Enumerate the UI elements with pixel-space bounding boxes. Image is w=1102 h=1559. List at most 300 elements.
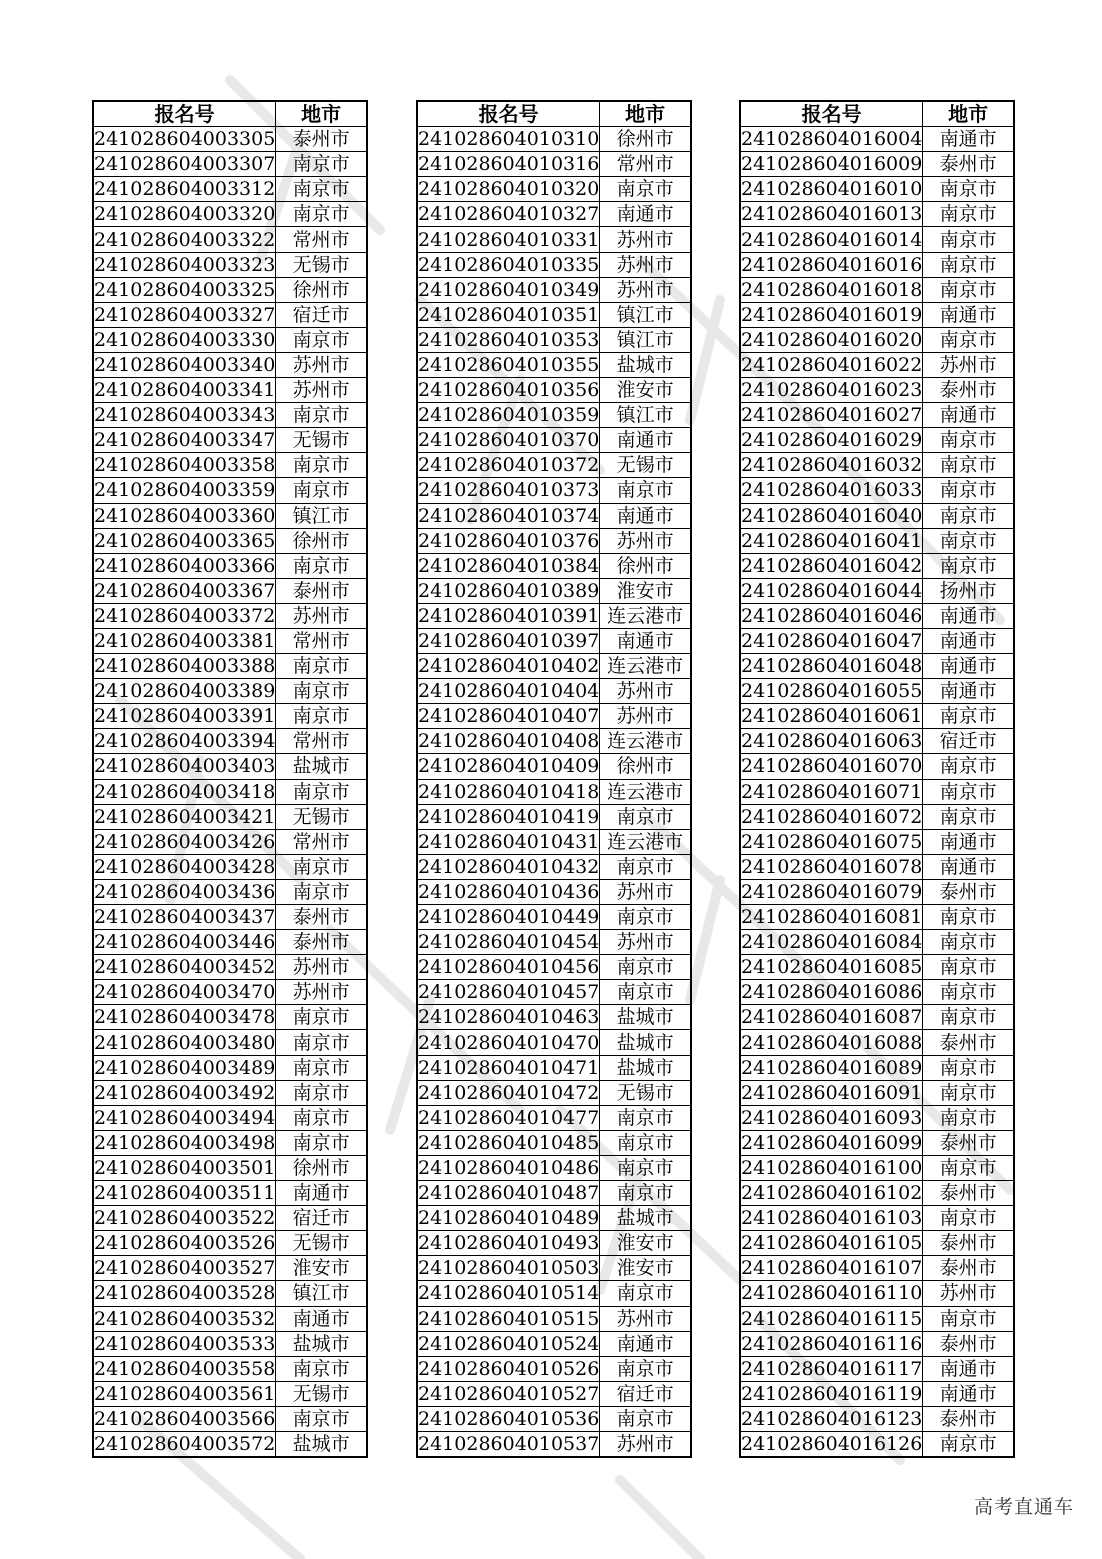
table-row [417,1381,691,1406]
registration-number-cell: 241028604016107 [741,1257,923,1280]
table-row [740,503,1014,528]
city-cell: 徐州市 [276,528,367,553]
registration-number-cell: 241028604010372 [418,454,600,477]
brand-label: 高考直通车 [973,1496,1074,1518]
table-row [740,1130,1014,1155]
registration-number-cell: 241028604003307 [94,153,276,176]
city-cell: 徐州市 [600,127,691,152]
table-row [93,955,367,980]
city-cell: 苏州市 [276,980,367,1005]
registration-number-cell: 241028604016103 [741,1207,923,1230]
registration-number-cell: 241028604016086 [741,981,923,1004]
registration-number-cell: 241028604010537 [417,1431,600,1457]
registration-number-cell: 241028604003366 [94,554,276,577]
table-row [740,277,1014,302]
table-row [417,1155,691,1180]
table-row [417,654,691,679]
table-row [417,1356,691,1381]
table-row [93,1155,367,1180]
registration-number-cell: 241028604016044 [741,579,923,602]
table-row [740,679,1014,704]
city-cell: 镇江市 [276,503,367,528]
city-cell: 宿迁市 [276,302,367,327]
city-cell: 南京市 [276,654,367,679]
registration-number-cell: 241028604003428 [94,855,276,878]
city-cell: 苏州市 [276,955,367,980]
table-row [93,654,367,679]
city-cell: 镇江市 [600,327,691,352]
table-row [93,403,367,428]
city-cell: 南通市 [923,127,1014,152]
registration-number-cell: 241028604010373 [418,479,600,502]
table-row [740,578,1014,603]
city-cell: 南京市 [923,428,1014,453]
city-cell: 南京市 [276,1356,367,1381]
registration-number-cell: 241028604003367 [94,579,276,602]
table-row [93,528,367,553]
registration-table-3 [739,100,1015,1458]
registration-number-cell: 241028604010355 [418,353,600,376]
registration-number-cell: 241028604016084 [741,931,923,954]
registration-number-cell: 241028604016119 [741,1382,923,1405]
registration-number-cell: 241028604016010 [741,178,923,201]
city-cell: 常州市 [276,227,367,252]
table-row [740,403,1014,428]
registration-number-cell: 241028604010419 [418,805,600,828]
city-cell: 徐州市 [276,1155,367,1180]
registration-number-cell: 241028604003341 [94,379,276,402]
table-row [93,704,367,729]
table-row [417,503,691,528]
table-row [740,980,1014,1005]
city-cell: 南京市 [600,177,691,202]
registration-number-cell: 241028604010524 [418,1332,600,1355]
city-cell: 盐城市 [600,1005,691,1030]
registration-number-cell: 241028604003325 [94,278,276,301]
table-row [740,378,1014,403]
registration-number-cell: 241028604010384 [418,554,600,577]
city-cell: 苏州市 [600,879,691,904]
table-row [417,403,691,428]
table-row [417,252,691,277]
table-row [93,1206,367,1231]
registration-number-cell: 241028604016046 [741,604,923,627]
registration-number-cell: 241028604010463 [418,1006,600,1029]
table-row [417,1306,691,1331]
registration-number-cell: 241028604003494 [94,1106,276,1129]
registration-number-cell: 241028604016116 [741,1332,923,1355]
city-cell: 南通市 [600,628,691,653]
table-row [740,1331,1014,1356]
registration-number-cell: 241028604010431 [418,830,600,853]
table-row [93,1306,367,1331]
table-row [417,1105,691,1130]
table-row [417,1231,691,1256]
table-row [740,478,1014,503]
city-cell: 南京市 [923,1306,1014,1331]
registration-number-cell: 241028604010402 [418,655,600,678]
city-cell: 南京市 [600,854,691,879]
registration-number-cell: 241028604016075 [741,830,923,853]
city-cell: 南京市 [276,403,367,428]
registration-number-cell: 241028604003558 [94,1357,276,1380]
city-cell: 南京市 [600,1281,691,1306]
table-row [417,829,691,854]
registration-number-cell: 241028604016091 [741,1081,923,1104]
header-city: 地市 [276,101,367,127]
table-row [417,1030,691,1055]
registration-number-cell: 241028604010391 [418,604,600,627]
table-row [740,528,1014,553]
city-cell: 常州市 [600,152,691,177]
city-cell: 苏州市 [600,930,691,955]
city-cell: 连云港市 [600,829,691,854]
table-row [417,779,691,804]
registration-number-cell: 241028604010408 [418,730,600,753]
registration-number-cell: 241028604003532 [94,1307,276,1330]
table-row [93,1231,367,1256]
city-cell: 南京市 [923,227,1014,252]
registration-number-cell: 241028604010436 [418,880,600,903]
city-cell: 南京市 [600,1130,691,1155]
registration-number-cell: 241028604016029 [741,429,923,452]
table-row [740,804,1014,829]
city-cell: 常州市 [276,829,367,854]
registration-table-1 [92,100,368,1458]
registration-number-cell: 241028604010370 [418,429,600,452]
registration-number-cell: 241028604003426 [94,830,276,853]
city-cell: 南京市 [923,327,1014,352]
registration-number-cell: 241028604010526 [418,1357,600,1380]
registration-table-2 [416,100,692,1458]
table-row [93,1406,367,1431]
city-cell: 淮安市 [600,378,691,403]
city-cell: 泰州市 [923,378,1014,403]
city-cell: 连云港市 [600,654,691,679]
table-row [740,1231,1014,1256]
city-cell: 无锡市 [276,804,367,829]
registration-number-cell: 241028604003446 [94,931,276,954]
city-cell: 苏州市 [600,528,691,553]
registration-number-cell: 241028604003572 [93,1431,276,1457]
city-cell: 南通市 [600,428,691,453]
table-row [417,553,691,578]
city-cell: 南京市 [923,779,1014,804]
city-cell: 连云港市 [600,729,691,754]
table-row [740,127,1014,152]
registration-number-cell: 241028604016032 [741,454,923,477]
registration-number-cell: 241028604003561 [94,1382,276,1405]
registration-number-cell: 241028604003358 [94,454,276,477]
registration-number-cell: 241028604010486 [418,1156,600,1179]
registration-number-cell: 241028604016071 [741,780,923,803]
registration-number-cell: 241028604003381 [94,630,276,653]
table-row [740,352,1014,377]
city-cell: 南通市 [923,679,1014,704]
city-cell: 南京市 [600,1356,691,1381]
registration-number-cell: 241028604010514 [418,1282,600,1305]
registration-number-cell: 241028604003330 [94,328,276,351]
registration-number-cell: 241028604016081 [741,906,923,929]
city-cell: 南通市 [923,1356,1014,1381]
table-header-row [417,101,691,127]
table-row [417,879,691,904]
table-row [417,378,691,403]
table-row [417,528,691,553]
registration-number-cell: 241028604003305 [94,128,276,151]
table-row [93,829,367,854]
table-row [417,1256,691,1281]
registration-number-cell: 241028604003533 [94,1332,276,1355]
table-row [417,127,691,152]
registration-number-cell: 241028604016042 [741,554,923,577]
registration-number-cell: 241028604016023 [741,379,923,402]
table-row [740,930,1014,955]
city-cell: 泰州市 [923,1256,1014,1281]
table-row [93,1431,367,1457]
registration-number-cell: 241028604003320 [94,203,276,226]
city-cell: 南京市 [600,905,691,930]
city-cell: 南京市 [923,1155,1014,1180]
city-cell: 徐州市 [276,277,367,302]
city-cell: 扬州市 [923,578,1014,603]
table-row [417,1181,691,1206]
registration-number-cell: 241028604010418 [418,780,600,803]
city-cell: 南京市 [923,955,1014,980]
table-row [417,327,691,352]
city-cell: 徐州市 [600,553,691,578]
city-cell: 南京市 [923,1206,1014,1231]
table-row [417,1130,691,1155]
table-row [93,1080,367,1105]
table-row [93,879,367,904]
table-row [93,930,367,955]
city-cell: 宿迁市 [923,729,1014,754]
table-row [740,1206,1014,1231]
table-row [417,302,691,327]
registration-number-cell: 241028604003501 [94,1156,276,1179]
table-row [740,704,1014,729]
table-row [93,679,367,704]
city-cell: 盐城市 [276,1331,367,1356]
registration-number-cell: 241028604010404 [418,680,600,703]
city-cell: 南京市 [923,202,1014,227]
table-row [417,1281,691,1306]
city-cell: 盐城市 [276,754,367,779]
table-row [740,327,1014,352]
registration-number-cell: 241028604016123 [741,1407,923,1430]
city-cell: 盐城市 [276,1431,367,1457]
city-cell: 南京市 [923,1431,1014,1457]
table-row [740,553,1014,578]
table-row [417,804,691,829]
table-row [417,1055,691,1080]
table-row [417,603,691,628]
city-cell: 苏州市 [276,603,367,628]
registration-number-cell: 241028604016019 [741,303,923,326]
registration-number-cell: 241028604016033 [741,479,923,502]
table-row [93,503,367,528]
registration-number-cell: 241028604003566 [94,1407,276,1430]
table-row [740,302,1014,327]
city-cell: 南通市 [923,302,1014,327]
table-row [93,478,367,503]
city-cell: 南京市 [276,854,367,879]
city-cell: 南通市 [276,1181,367,1206]
table-row [740,1030,1014,1055]
city-cell: 南京市 [276,1406,367,1431]
table-row [417,628,691,653]
table-row [417,1005,691,1030]
registration-number-cell: 241028604003389 [94,680,276,703]
table-row [740,905,1014,930]
registration-number-cell: 241028604016085 [741,956,923,979]
table-row [93,1181,367,1206]
registration-number-cell: 241028604010471 [418,1056,600,1079]
registration-number-cell: 241028604010316 [418,153,600,176]
city-cell: 常州市 [276,729,367,754]
table-row [417,578,691,603]
city-cell: 连云港市 [600,779,691,804]
table-row [93,378,367,403]
city-cell: 泰州市 [923,1030,1014,1055]
table-row [740,955,1014,980]
registration-number-cell: 241028604003511 [94,1182,276,1205]
registration-number-cell: 241028604003470 [94,981,276,1004]
city-cell: 南通市 [923,829,1014,854]
city-cell: 南京市 [923,905,1014,930]
city-cell: 南京市 [923,177,1014,202]
registration-number-cell: 241028604003437 [94,906,276,929]
city-cell: 泰州市 [923,1181,1014,1206]
registration-number-cell: 241028604003492 [94,1081,276,1104]
city-cell: 南通市 [923,403,1014,428]
city-cell: 无锡市 [600,1080,691,1105]
city-cell: 盐城市 [600,1030,691,1055]
city-cell: 南京市 [923,1105,1014,1130]
city-cell: 南京市 [276,1105,367,1130]
city-cell: 南京市 [276,1055,367,1080]
registration-number-cell: 241028604010487 [418,1182,600,1205]
table-row [740,227,1014,252]
city-cell: 南京市 [276,779,367,804]
registration-number-cell: 241028604003480 [94,1031,276,1054]
city-cell: 南京市 [923,478,1014,503]
registration-number-cell: 241028604016063 [741,730,923,753]
registration-number-cell: 241028604003403 [94,755,276,778]
table-row [93,754,367,779]
city-cell: 无锡市 [276,252,367,277]
city-cell: 泰州市 [923,879,1014,904]
city-cell: 南京市 [923,252,1014,277]
city-cell: 苏州市 [600,704,691,729]
table-row [93,603,367,628]
city-cell: 南京市 [276,679,367,704]
city-cell: 南京市 [600,980,691,1005]
registration-number-cell: 241028604016041 [741,529,923,552]
table-row [93,1005,367,1030]
registration-number-cell: 241028604016100 [741,1156,923,1179]
registration-number-cell: 241028604016110 [741,1282,923,1305]
table-row [93,202,367,227]
city-cell: 南京市 [923,503,1014,528]
table-row [417,980,691,1005]
table-row [417,1431,691,1457]
registration-number-cell: 241028604010454 [418,931,600,954]
registration-number-cell: 241028604003418 [94,780,276,803]
table-row [740,453,1014,478]
city-cell: 宿迁市 [600,1381,691,1406]
table-row [93,779,367,804]
registration-number-cell: 241028604010331 [418,228,600,251]
city-cell: 南京市 [276,453,367,478]
table-row [417,1080,691,1105]
header-id: 报名号 [417,101,600,127]
city-cell: 南京市 [276,704,367,729]
table-row [417,202,691,227]
registration-number-cell: 241028604010457 [418,981,600,1004]
city-cell: 泰州市 [276,905,367,930]
city-cell: 南京市 [923,754,1014,779]
city-cell: 南通市 [923,654,1014,679]
registration-number-cell: 241028604003528 [94,1282,276,1305]
registration-number-cell: 241028604016018 [741,278,923,301]
table-row [417,955,691,980]
table-row [417,177,691,202]
table-row [740,1005,1014,1030]
registration-number-cell: 241028604016040 [741,504,923,527]
registration-number-cell: 241028604010503 [418,1257,600,1280]
table-row [417,1206,691,1231]
table-row [740,1181,1014,1206]
city-cell: 无锡市 [276,428,367,453]
registration-number-cell: 241028604016013 [741,203,923,226]
city-cell: 南京市 [600,1406,691,1431]
registration-number-cell: 241028604010536 [418,1407,600,1430]
city-cell: 泰州市 [276,127,367,152]
registration-number-cell: 241028604003365 [94,529,276,552]
registration-number-cell: 241028604010485 [418,1131,600,1154]
table-row [740,1155,1014,1180]
registration-number-cell: 241028604003391 [94,705,276,728]
city-cell: 苏州市 [600,679,691,704]
table-row [93,980,367,1005]
table-row [740,1431,1014,1457]
registration-number-cell: 241028604016126 [740,1431,923,1457]
city-cell: 泰州市 [923,1231,1014,1256]
table-row [740,1406,1014,1431]
table-row [93,302,367,327]
table-row [93,729,367,754]
registration-number-cell: 241028604016022 [741,353,923,376]
registration-number-cell: 241028604003478 [94,1006,276,1029]
city-cell: 南京市 [923,980,1014,1005]
city-cell: 南京市 [276,1005,367,1030]
table-row [93,1256,367,1281]
table-row [93,1356,367,1381]
table-row [740,1381,1014,1406]
table-row [93,352,367,377]
table-header-row [740,101,1014,127]
registration-number-cell: 241028604010493 [418,1232,600,1255]
city-cell: 南京市 [276,1130,367,1155]
city-cell: 镇江市 [600,403,691,428]
table-row [740,1281,1014,1306]
city-cell: 苏州市 [600,252,691,277]
registration-number-cell: 241028604010389 [418,579,600,602]
table-row [93,453,367,478]
registration-number-cell: 241028604003394 [94,730,276,753]
